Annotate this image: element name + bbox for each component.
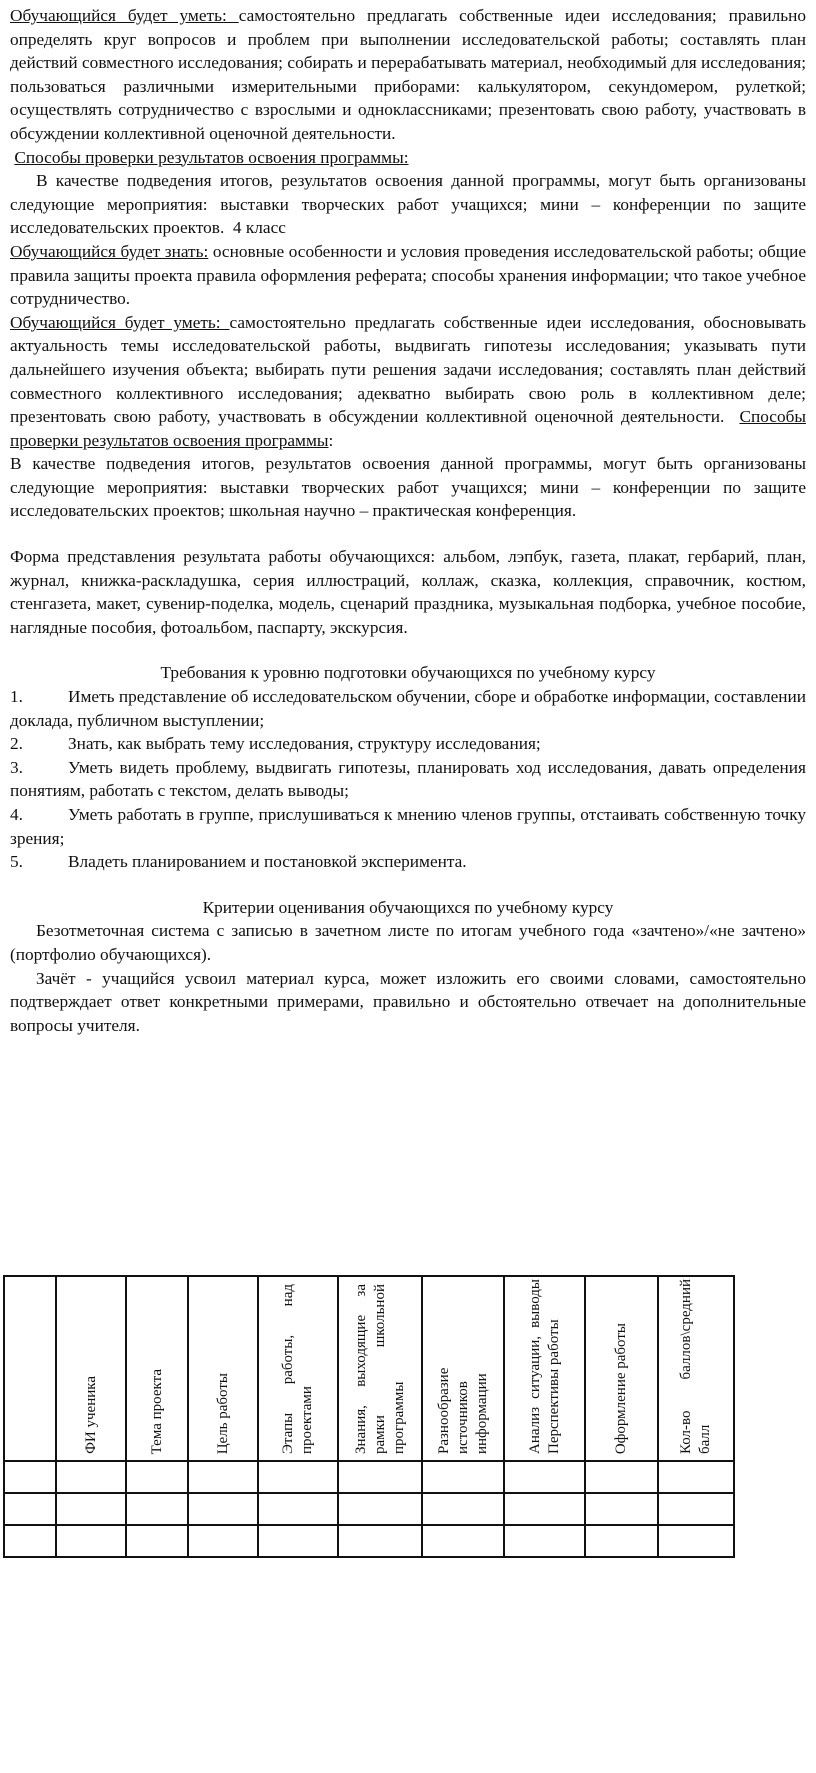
criteria-title: Критерии оценивания обучающихся по учебному курсу: [202, 897, 614, 917]
methods-heading-1: Способы проверки результатов освоения программы:: [14, 147, 409, 167]
header-cell: Цель работы: [188, 1276, 258, 1461]
requirement-item: 2. Знать, как выбрать тему исследования, структуру исследования;: [10, 734, 541, 754]
header-cell-empty: [4, 1276, 56, 1461]
knowledge-paragraph: [10, 240, 806, 311]
knowledge-lead: Обучающийся будет знать:: [10, 241, 209, 261]
skills-text-1: самостоятельно предлагать собственные идеи исследования; правильно определять круг вопросов и проблем при выполнении исследовательской работы; составлять план действий совместного исследования; собирать и перерабатывать материал, необходимый для исследования; пользоваться различными измерительными приборами: калькулятором, секундомером, рулеткой; осуществлять сотрудничество с взрослыми и одноклассниками; презентовать свою работу, участвовать в обсуждении коллективной оценочной деятельности.: [10, 6, 806, 143]
requirement-item: 5. Владеть планированием и постановкой эксперимента.: [10, 852, 467, 872]
document-text: [10, 4, 806, 1037]
methods-paragraph-1: В качестве подведения итогов, результатов освоения данной программы, могут быть организованы следующие мероприятия: выставки творческих работ учащихся; мини – конференции по защите исследовательских проектов. 4 класс: [10, 171, 806, 238]
skills-paragraph-2: Обучающийся будет уметь: самостоятельно предлагать собственные идеи исследования, обосновывать актуальность темы исследовательской работы, выдвигать гипотезы исследования; указывать пути дальнейшего изучения объекта; выбирать пути решения задачи исследования; составлять план действий совместного коллективного исследования; адекватно выбирать свою роль в коллективном деле; презентовать свою работу, участвовать в обсуждении коллективной оценочной деятельности. Способы проверки результатов освоения программы:: [10, 312, 806, 450]
header-cell: Тема проекта: [126, 1276, 188, 1461]
table-header-row: [4, 1276, 734, 1461]
assessment-table: [3, 1275, 735, 1558]
requirements-list: [10, 685, 806, 874]
skills-paragraph-1: [10, 4, 806, 146]
methods-heading-2: Способы проверки результатов освоения программы: [10, 407, 806, 450]
header-cell: ФИ ученика: [56, 1276, 126, 1461]
requirement-item: 1. Иметь представление об исследовательском обучении, сборе и обработке информации, составлении доклада, публичном выступлении;: [10, 687, 806, 730]
header-cell: Кол-во баллов\средний балл: [658, 1276, 734, 1461]
header-cell: Знания, выходящие за рамки школьной программы: [338, 1276, 422, 1461]
methods-paragraph-2: В качестве подведения итогов, результатов освоения данной программы, могут быть организованы следующие мероприятия: выставки творческих работ учащихся; мини – конференции по защите исследовательских проектов; школьная научно – практическая конференция.: [10, 454, 806, 521]
table-row: [4, 1525, 734, 1557]
requirement-item: 4. Уметь работать в группе, прислушиваться к мнению членов группы, отстаивать собственную точку зрения;: [10, 805, 806, 848]
table-row: [4, 1493, 734, 1525]
header-cell: Разнообразие источников информации: [422, 1276, 504, 1461]
requirements-title: Требования к уровню подготовки обучающихся по учебному курсу: [160, 663, 656, 683]
criteria-paragraph-1: Безотметочная система с записью в зачетном листе по итогам учебного года «зачтено»/«не зачтено» (портфолио обучающихся).: [10, 921, 806, 964]
header-cell: Этапы работы, над проектами: [258, 1276, 338, 1461]
header-cell: Оформление работы: [585, 1276, 658, 1461]
skills-lead-2: Обучающийся будет уметь:: [10, 312, 230, 332]
table-row: [4, 1461, 734, 1493]
knowledge-text: основные особенности и условия проведения исследовательской работы; общие правила защиты проекта правила оформления реферата; способы хранения информации; что такое учебное сотрудничество.: [10, 241, 806, 309]
grade-label: 4 класс: [232, 218, 286, 238]
result-forms-paragraph: Форма представления результата работы обучающихся: альбом, лэпбук, газета, плакат, гербарий, план, журнал, книжка-раскладушка, серия иллюстраций, коллаж, сказка, коллекция, справочник, костюм, стенгазета, макет, сувенир-поделка, модель, сценарий праздника, музыкальная подборка, учебное пособие, наглядные пособия, фотоальбом, паспарту, экскурсия.: [10, 547, 806, 637]
criteria-paragraph-2: Зачёт - учащийся усвоил материал курса, может изложить его своими словами, самостоятельно подтверждает ответ конкретными примерами, правильно и обстоятельно отвечает на дополнительные вопросы учителя.: [10, 968, 806, 1035]
skills-lead-1: Обучающийся будет уметь:: [10, 6, 239, 25]
skills-text-2: самостоятельно предлагать собственные идеи исследования, обосновывать актуальность темы исследовательской работы, выдвигать гипотезы исследования; указывать пути дальнейшего изучения объекта; выбирать пути решения задачи исследования; составлять план действий совместного коллективного исследования; адекватно выбирать свою роль в коллективном деле; презентовать свою работу, участвовать в обсуждении коллективной оценочной деятельности.: [10, 312, 806, 427]
requirement-item: 3. Уметь видеть проблему, выдвигать гипотезы, планировать ход исследования, давать определения понятиям, работать с текстом, делать выводы;: [10, 757, 806, 801]
header-cell: Анализ ситуации, выводы Перспективы работы: [504, 1276, 585, 1461]
